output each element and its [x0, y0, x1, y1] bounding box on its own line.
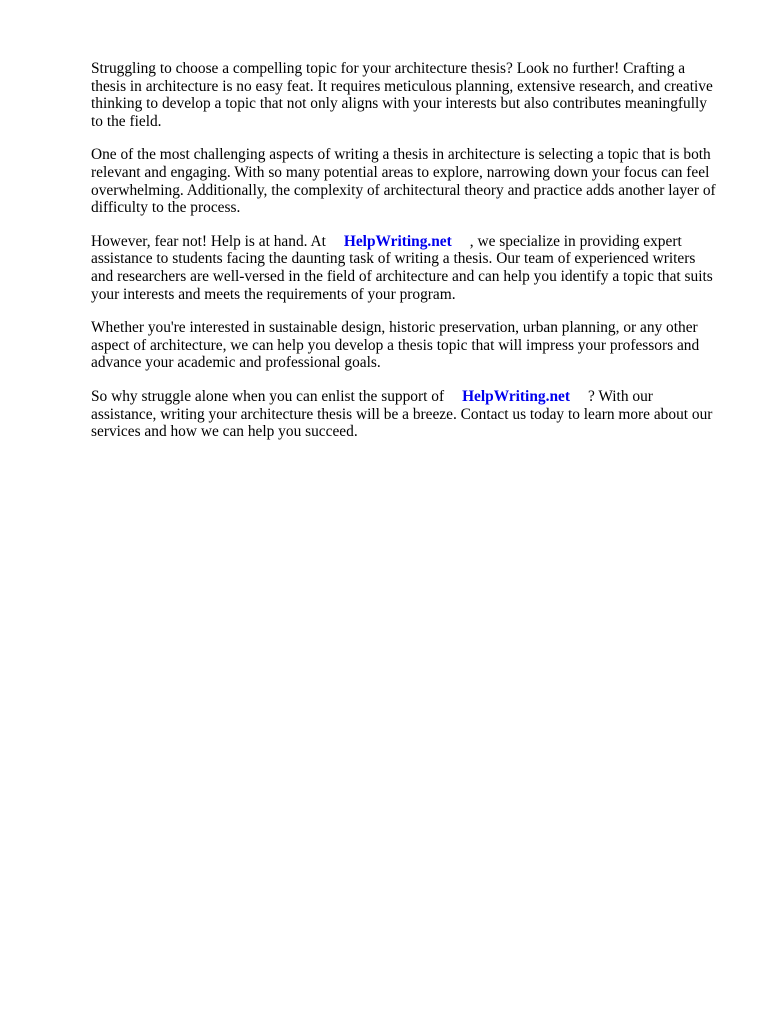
- paragraph-help-text-after: , we specialize in providing expert assistance to students facing the daunting task of writing a thesis. Our team of experienced writers and researchers are well-versed in the field of architecture and can help you identify a topic that suits your interests and meets the requirements of your program.: [91, 232, 713, 303]
- paragraph-challenge: One of the most challenging aspects of writing a thesis in architecture is selecting a topic that is both relevant and engaging. With so many potential areas to explore, narrowing down your focus can feel overwhelming. Additionally, the complexity of architectural theory and practice adds another layer of difficulty to the process.: [91, 146, 716, 217]
- helpwriting-link-closing[interactable]: HelpWriting.net: [462, 387, 570, 405]
- paragraph-closing: [91, 388, 721, 441]
- paragraph-closing-text-after: ? With our assistance, writing your architecture thesis will be a breeze. Contact us today to learn more about our services and how we can help you succeed.: [91, 387, 713, 441]
- paragraph-closing-text-before: So why struggle alone when you can enlist the support of: [91, 387, 445, 405]
- paragraph-help-text-before: However, fear not! Help is at hand. At: [91, 232, 326, 250]
- document-body: [91, 60, 721, 457]
- paragraph-interests: Whether you're interested in sustainable design, historic preservation, urban planning, or any other aspect of architecture, we can help you develop a thesis topic that will impress your professors and advance your academic and professional goals.: [91, 319, 700, 372]
- paragraph-intro: Struggling to choose a compelling topic for your architecture thesis? Look no further! Crafting a thesis in architecture is no easy feat. It requires meticulous planning, extensive research, and creative thinking to develop a topic that not only aligns with your interests but also contributes meaningfully to the field.: [91, 60, 713, 130]
- helpwriting-link[interactable]: HelpWriting.net: [343, 232, 452, 250]
- paragraph-help: [91, 233, 721, 303]
